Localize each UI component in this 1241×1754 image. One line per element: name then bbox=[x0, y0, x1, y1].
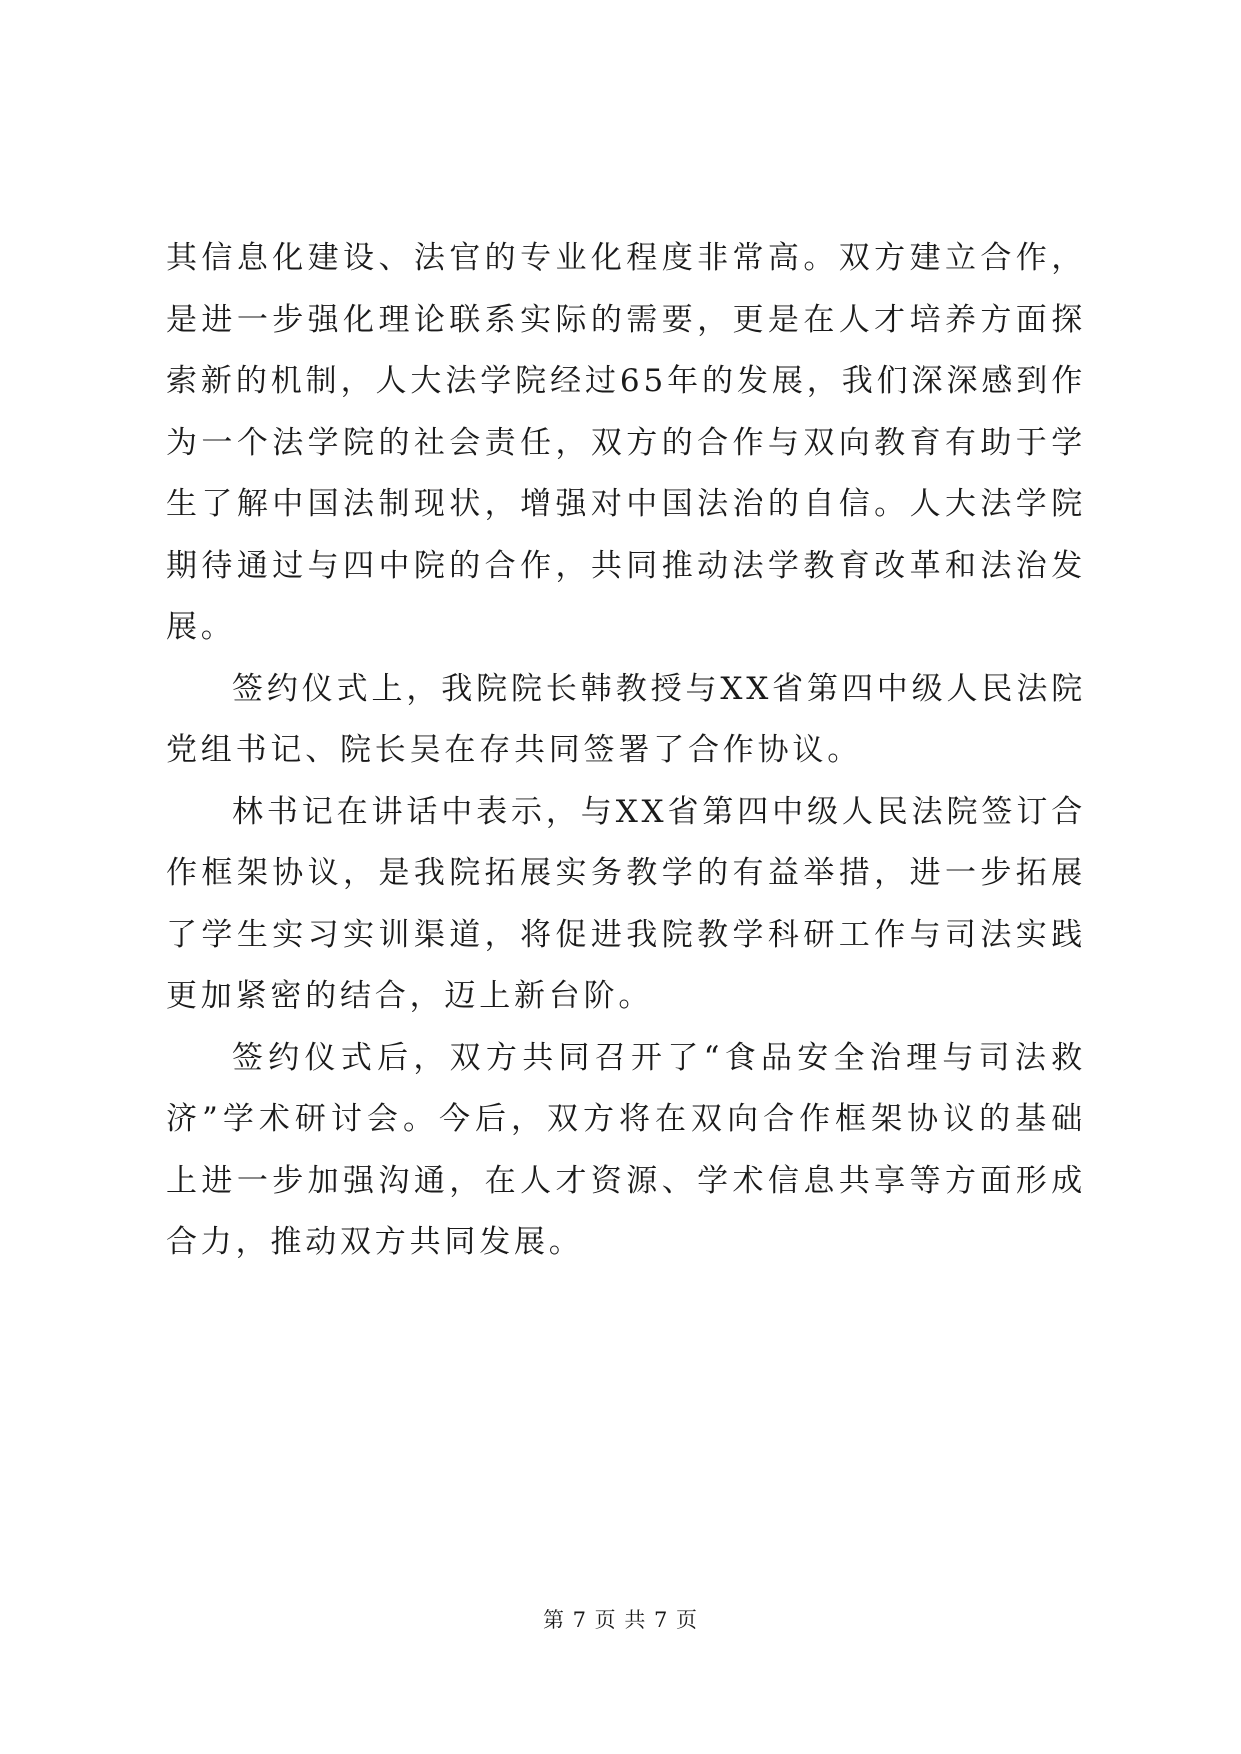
page-footer bbox=[0, 1605, 1241, 1635]
paragraph-1: 其信息化建设、法官的专业化程度非常高。双方建立合作，是进一步强化理论联系实际的需要，更是在人才培养方面探索新的机制，人大法学院经过65年的发展，我们深深感到作为一个法学院的社会责任，双方的合作与双向教育有助于学生了解中国法制现状，增强对中国法治的自信。人大法学院期待通过与四中院的合作，共同推动法学教育改革和法治发展。 bbox=[166, 240, 1086, 645]
page-number: 第 7 页 共 7 页 bbox=[542, 1608, 699, 1632]
paragraph-3: 林书记在讲话中表示，与XX省第四中级人民法院签订合作框架协议，是我院拓展实务教学的有益举措，进一步拓展了学生实习实训渠道，将促进我院教学科研工作与司法实践更加紧密的结合，迈上新台阶。 bbox=[166, 793, 1086, 1014]
paragraph-4: 签约仪式后，双方共同召开了“食品安全治理与司法救济”学术研讨会。今后，双方将在双向合作框架协议的基础上进一步加强沟通，在人才资源、学术信息共享等方面形成合力，推动双方共同发展。 bbox=[166, 1039, 1086, 1260]
paragraph-2: 签约仪式上，我院院长韩教授与XX省第四中级人民法院党组书记、院长吴在存共同签署了合作协议。 bbox=[166, 670, 1086, 768]
document-body bbox=[166, 228, 1086, 1274]
